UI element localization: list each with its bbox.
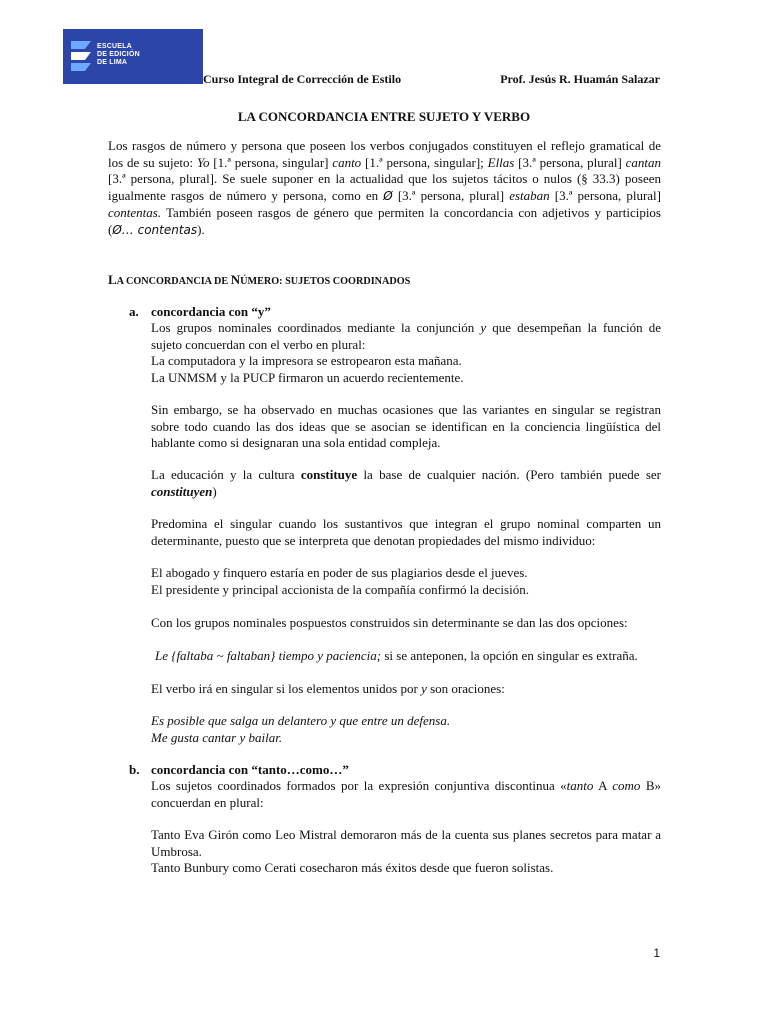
intro-paragraph <box>108 138 661 238</box>
example-sentence: La computadora y la impresora se estropearon esta mañana. <box>151 353 462 368</box>
text-run: son oraciones: <box>426 681 505 696</box>
text-run: Yo <box>196 154 210 170</box>
item-heading-text: concordancia con “tanto…como…” <box>151 762 349 777</box>
text-run: ) <box>212 483 217 499</box>
logo-text <box>97 43 140 67</box>
item-a-paragraph-4: Predomina el singular cuando los sustantivos que integran el grupo nominal comparten un determinante, puesto que se interpreta que denotan propiedades del mismo individuo: <box>151 516 661 548</box>
text-run: [3.ª persona, plural] <box>549 188 661 204</box>
section-smallcaps: ÚMERO: SUJETOS COORDINADOS <box>240 276 411 287</box>
text-run: estaban <box>509 188 550 204</box>
text-run: tanto <box>566 778 594 793</box>
logo-line: ESCUELA <box>97 43 132 50</box>
text-run: [3.ª persona, plural] <box>514 154 626 170</box>
section-heading <box>108 272 410 288</box>
text-run: Los sujetos coordinados formados por la expresión conjuntiva discontinua « <box>151 778 567 793</box>
text-run: como <box>612 778 641 793</box>
professor-name: Prof. Jesús R. Huamán Salazar <box>500 72 660 86</box>
section-cap: L <box>108 272 117 287</box>
text-run: y <box>480 320 487 335</box>
text-run: Ø <box>383 189 393 204</box>
example-sentence: Me gusta cantar y bailar. <box>151 730 283 745</box>
book-stack-icon <box>69 37 95 77</box>
text-run: Ellas <box>487 154 515 170</box>
text-run: Ø… contentas <box>112 222 198 237</box>
item-a-heading <box>129 304 271 320</box>
item-label: a. <box>129 304 139 319</box>
text-run: [3.ª persona, plural]. Se suele suponer en la actualidad que los sujetos tácitos o nulos (§ 33.3) poseen igualmente rasgos de número y persona, como en <box>108 171 661 204</box>
page-title: LA CONCORDANCIA ENTRE SUJETO Y VERBO <box>237 109 531 124</box>
text-run: contentas. <box>108 204 162 220</box>
text-run: La educación y la cultura <box>151 467 301 482</box>
example-sentence: El presidente y principal accionista de la compañía confirmó la decisión. <box>151 582 529 597</box>
text-run: [1.ª persona, singular] <box>209 154 333 170</box>
item-a-paragraph-1 <box>151 320 661 353</box>
item-heading-text: concordancia con “y” <box>151 304 271 319</box>
example-sentence: Es posible que salga un delantero y que entre un defensa. <box>151 713 451 728</box>
item-a-paragraph-3 <box>151 467 661 500</box>
item-b-heading <box>129 762 349 778</box>
course-name: Curso Integral de Corrección de Estilo <box>203 72 402 86</box>
text-run: ). <box>197 221 205 237</box>
logo-line: DE LIMA <box>97 59 128 66</box>
text-run: B» concuerdan en plural: <box>151 778 661 810</box>
text-run: y <box>421 681 427 696</box>
item-a-paragraph-5: Con los grupos nominales pospuestos construidos sin determinante se dan las dos opciones: <box>151 615 628 630</box>
text-run: [3.ª persona, plural] <box>392 188 510 204</box>
text-run: Los grupos nominales coordinados mediante la conjunción <box>151 320 481 335</box>
text-run: si se anteponen, la opción en singular es extraña. <box>381 648 638 663</box>
example-sentence: Tanto Bunbury como Cerati cosecharon más éxitos desde que fueron solistas. <box>151 860 554 875</box>
text-run: que desempeñan la función de sujeto concuerdan con el verbo en plural: <box>151 320 661 352</box>
text-run: Los rasgos de número y persona que poseen los verbos conjugados constituyen el reflejo gramatical de los de su sujeto: <box>108 138 661 170</box>
text-run: El verbo irá en singular si los elementos unidos por <box>151 681 422 696</box>
text-run: la base de cualquier nación. (Pero también puede ser <box>357 467 661 482</box>
text-run: constituyen <box>151 483 213 499</box>
text-run: canto <box>332 154 362 170</box>
text-run: Le {faltaba ~ faltaban} tiempo y paciencia; <box>155 648 382 663</box>
example-sentence: Tanto Eva Girón como Leo Mistral demoraron más de la cuenta sus planes secretos para matar a Umbrosa. <box>151 827 661 859</box>
example-sentence: La UNMSM y la PUCP firmaron un acuerdo recientemente. <box>151 370 464 385</box>
item-b-paragraph-1 <box>151 778 661 811</box>
item-label: b. <box>129 762 140 777</box>
item-a-paragraph-7 <box>151 681 661 698</box>
item-a-paragraph-2: Sin embargo, se ha observado en muchas ocasiones que las variantes en singular se registran sobre todo cuando las dos ideas que se asocian se identifican en la conciencia lingüística del hablante como si designaran una sola entidad compleja. <box>151 402 661 451</box>
text-run: cantan <box>625 154 662 170</box>
section-cap: N <box>230 272 241 287</box>
item-a-paragraph-6 <box>155 648 665 665</box>
logo-line: DE EDICIÓN <box>97 51 140 58</box>
text-run: [1.ª persona, singular]; <box>361 154 488 170</box>
text-run: A <box>593 778 613 793</box>
page-number: 1 <box>653 946 660 960</box>
school-logo <box>63 29 203 84</box>
text-run: constituye <box>300 467 358 482</box>
example-sentence: El abogado y finquero estaría en poder de sus plagiarios desde el jueves. <box>151 565 528 580</box>
section-smallcaps: A CONCORDANCIA DE <box>116 276 231 287</box>
text-run: También poseen rasgos de género que permiten la concordancia con adjetivos y participios ( <box>108 204 661 237</box>
